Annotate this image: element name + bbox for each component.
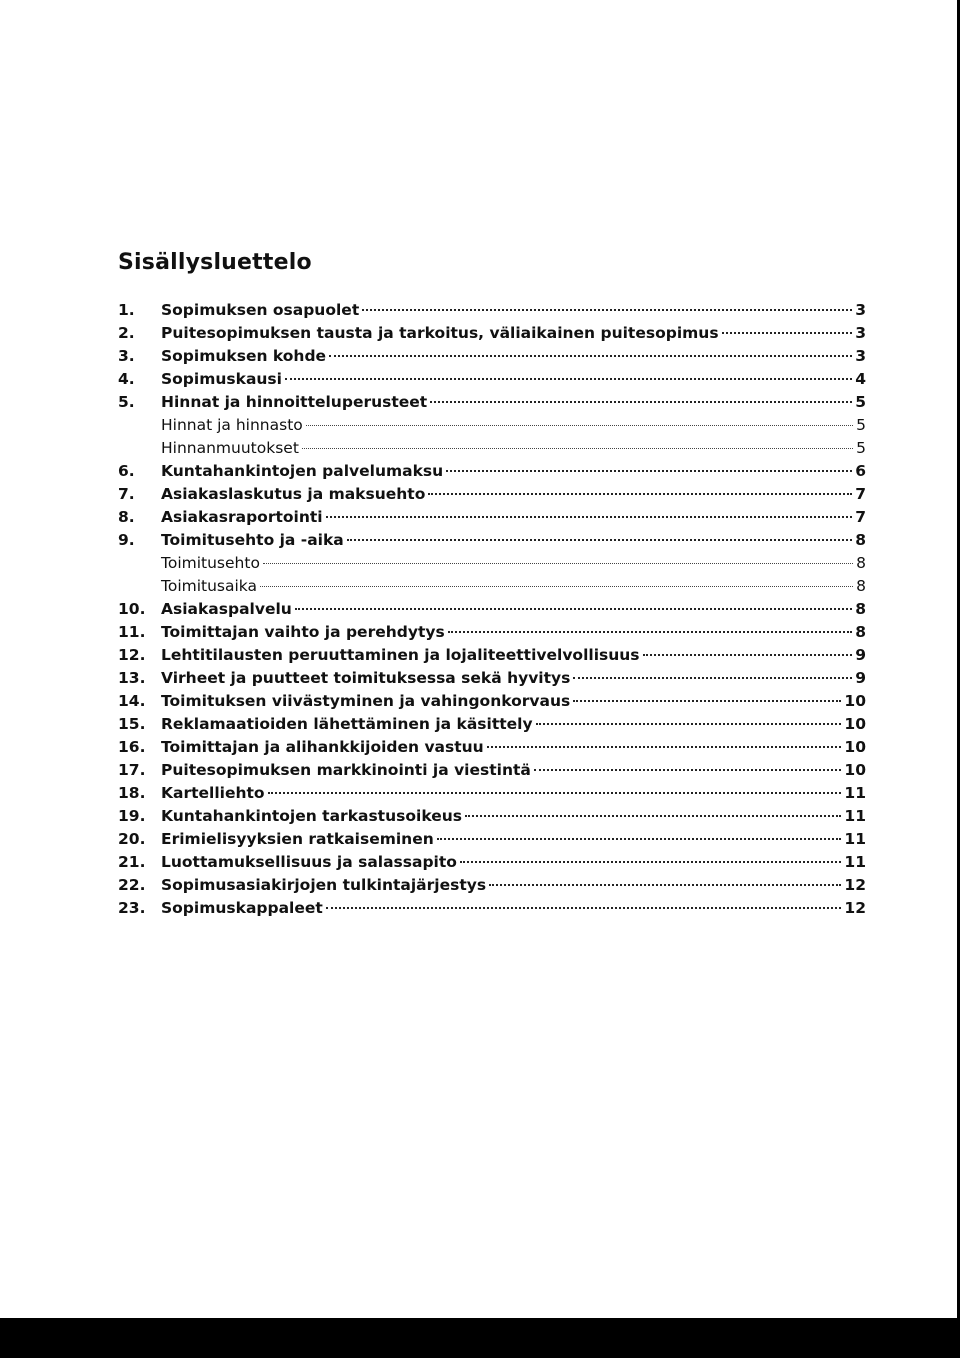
toc-dot-leader [643,654,853,656]
toc-entry-number: 8. [118,508,135,526]
toc-entry[interactable] [118,462,866,485]
toc-entry-page: 5 [856,416,866,434]
toc-entry-number: 15. [118,715,146,733]
toc-dot-leader [489,884,841,886]
toc-entry-label: Hinnat ja hinnoitteluperusteet [161,393,428,411]
toc-dot-leader [487,746,842,748]
toc-entry[interactable] [118,531,866,554]
toc-entry-number: 23. [118,899,146,917]
toc-entry-label: Hinnat ja hinnasto [161,416,303,434]
toc-dot-leader [285,378,852,380]
toc-entry-number: 14. [118,692,146,710]
toc-entry-number: 2. [118,324,135,342]
toc-entry-page: 9 [855,669,866,687]
toc-entry-page: 8 [855,531,866,549]
toc-entry-number: 21. [118,853,146,871]
toc-entry[interactable] [118,600,866,623]
toc-entry-page: 10 [844,715,866,733]
toc-dot-leader [326,516,853,518]
toc-entry-label: Asiakasraportointi [161,508,323,526]
toc-entry-number: 20. [118,830,146,848]
toc-entry-label: Virheet ja puutteet toimituksessa sekä hyvitys [161,669,571,687]
toc-entry-page: 8 [855,600,866,618]
toc-entry-label: Hinnanmuutokset [161,439,299,457]
toc-entry-label: Toimittajan vaihto ja perehdytys [161,623,445,641]
toc-entry[interactable] [118,623,866,646]
toc-entry[interactable] [118,324,866,347]
toc-entry-page: 3 [855,324,866,342]
toc-entry[interactable] [118,807,866,830]
toc-entry-label: Puitesopimuksen markkinointi ja viestintä [161,761,531,779]
toc-entry-label: Sopimuksen kohde [161,347,327,365]
toc-entry-page: 9 [855,646,866,664]
toc-entry-label: Sopimuskappaleet [161,899,323,917]
toc-entry-number: 7. [118,485,135,503]
toc-entry-label: Asiakaslaskutus ja maksuehto [161,485,426,503]
toc-entry-label: Lehtitilausten peruuttaminen ja lojaliteettivelvollisuus [161,646,640,664]
toc-subentry[interactable] [118,577,866,600]
toc-entry-page: 8 [855,623,866,641]
toc-dot-leader [306,425,853,426]
toc-entry[interactable] [118,669,866,692]
toc-entry[interactable] [118,646,866,669]
toc-entry-page: 8 [856,554,866,572]
toc-entry[interactable] [118,508,866,531]
toc-entry-label: Kuntahankintojen palvelumaksu [161,462,444,480]
toc-entry-page: 3 [855,347,866,365]
toc-dot-leader [295,608,852,610]
toc-entry[interactable] [118,370,866,393]
toc-dot-leader [573,677,852,679]
toc-entry[interactable] [118,784,866,807]
toc-dot-leader [260,586,853,587]
toc-entry-page: 12 [844,876,866,894]
toc-dot-leader [362,309,852,311]
toc-entry-label: Toimitusehto ja -aika [161,531,344,549]
toc-entry-label: Luottamuksellisuus ja salassapito [161,853,457,871]
toc-dot-leader [573,700,841,702]
toc-dot-leader [263,563,853,564]
toc-entry-label: Toimitusaika [161,577,258,595]
toc-entry-page: 11 [844,853,866,871]
toc-entry-number: 6. [118,462,135,480]
toc-entry-page: 3 [855,301,866,319]
toc-entry-label: Puitesopimuksen tausta ja tarkoitus, väliaikainen puitesopimus [161,324,719,342]
toc-entry-label: Toimitusehto [161,554,260,572]
toc-dot-leader [329,355,852,357]
toc-dot-leader [460,861,841,863]
toc-entry-number: 17. [118,761,146,779]
toc-entry-number: 12. [118,646,146,664]
toc-entry[interactable] [118,899,866,922]
toc-dot-leader [268,792,842,794]
toc-entry-number: 10. [118,600,146,618]
toc-entry-number: 16. [118,738,146,756]
toc-entry[interactable] [118,692,866,715]
toc-entry[interactable] [118,830,866,853]
toc-dot-leader [326,907,842,909]
toc-subentry[interactable] [118,416,866,439]
toc-entry[interactable] [118,715,866,738]
toc-entry-page: 7 [855,485,866,503]
toc-entry-label: Kuntahankintojen tarkastusoikeus [161,807,462,825]
toc-entry-label: Kartelliehto [161,784,265,802]
toc-entry-page: 12 [844,899,866,917]
toc-dot-leader [428,493,852,495]
toc-dot-leader [536,723,842,725]
toc-dot-leader [448,631,853,633]
toc-entry-number: 9. [118,531,135,549]
toc-entry-page: 6 [855,462,866,480]
toc-dot-leader [465,815,841,817]
toc-dot-leader [534,769,842,771]
toc-entry[interactable] [118,853,866,876]
page-title: Sisällysluettelo [118,250,312,275]
toc-entry-number: 4. [118,370,135,388]
toc-dot-leader [437,838,842,840]
toc-entry[interactable] [118,393,866,416]
toc-entry-page: 7 [855,508,866,526]
toc-entry-number: 13. [118,669,146,687]
toc-entry-number: 22. [118,876,146,894]
toc-entry-number: 19. [118,807,146,825]
toc-dot-leader [446,470,852,472]
toc-dot-leader [347,539,852,541]
toc-entry-page: 5 [855,393,866,411]
toc-entry-label: Sopimusasiakirjojen tulkintajärjestys [161,876,487,894]
toc-entry-page: 5 [856,439,866,457]
table-of-contents [118,301,866,922]
toc-entry[interactable] [118,301,866,324]
toc-entry[interactable] [118,761,866,784]
toc-subentry[interactable] [118,439,866,462]
toc-entry[interactable] [118,347,866,370]
toc-entry-page: 10 [844,692,866,710]
toc-entry-label: Asiakaspalvelu [161,600,292,618]
toc-entry[interactable] [118,485,866,508]
toc-entry-page: 4 [855,370,866,388]
toc-entry-label: Sopimuskausi [161,370,282,388]
toc-entry-label: Reklamaatioiden lähettäminen ja käsittely [161,715,533,733]
toc-entry-page: 8 [856,577,866,595]
toc-entry-page: 11 [844,784,866,802]
toc-entry-page: 10 [844,738,866,756]
toc-dot-leader [722,332,853,334]
toc-entry[interactable] [118,738,866,761]
toc-dot-leader [430,401,852,403]
toc-entry-number: 3. [118,347,135,365]
toc-entry[interactable] [118,876,866,899]
toc-entry-number: 11. [118,623,146,641]
toc-entry-label: Toimituksen viivästyminen ja vahingonkorvaus [161,692,571,710]
toc-entry-number: 18. [118,784,146,802]
toc-entry-page: 11 [844,807,866,825]
toc-entry-label: Toimittajan ja alihankkijoiden vastuu [161,738,484,756]
toc-subentry[interactable] [118,554,866,577]
toc-entry-number: 1. [118,301,135,319]
toc-entry-label: Erimielisyyksien ratkaiseminen [161,830,434,848]
toc-entry-page: 11 [844,830,866,848]
scan-bottom-bar [0,1318,960,1358]
toc-dot-leader [302,448,853,449]
toc-entry-label: Sopimuksen osapuolet [161,301,360,319]
toc-entry-page: 10 [844,761,866,779]
toc-entry-number: 5. [118,393,135,411]
